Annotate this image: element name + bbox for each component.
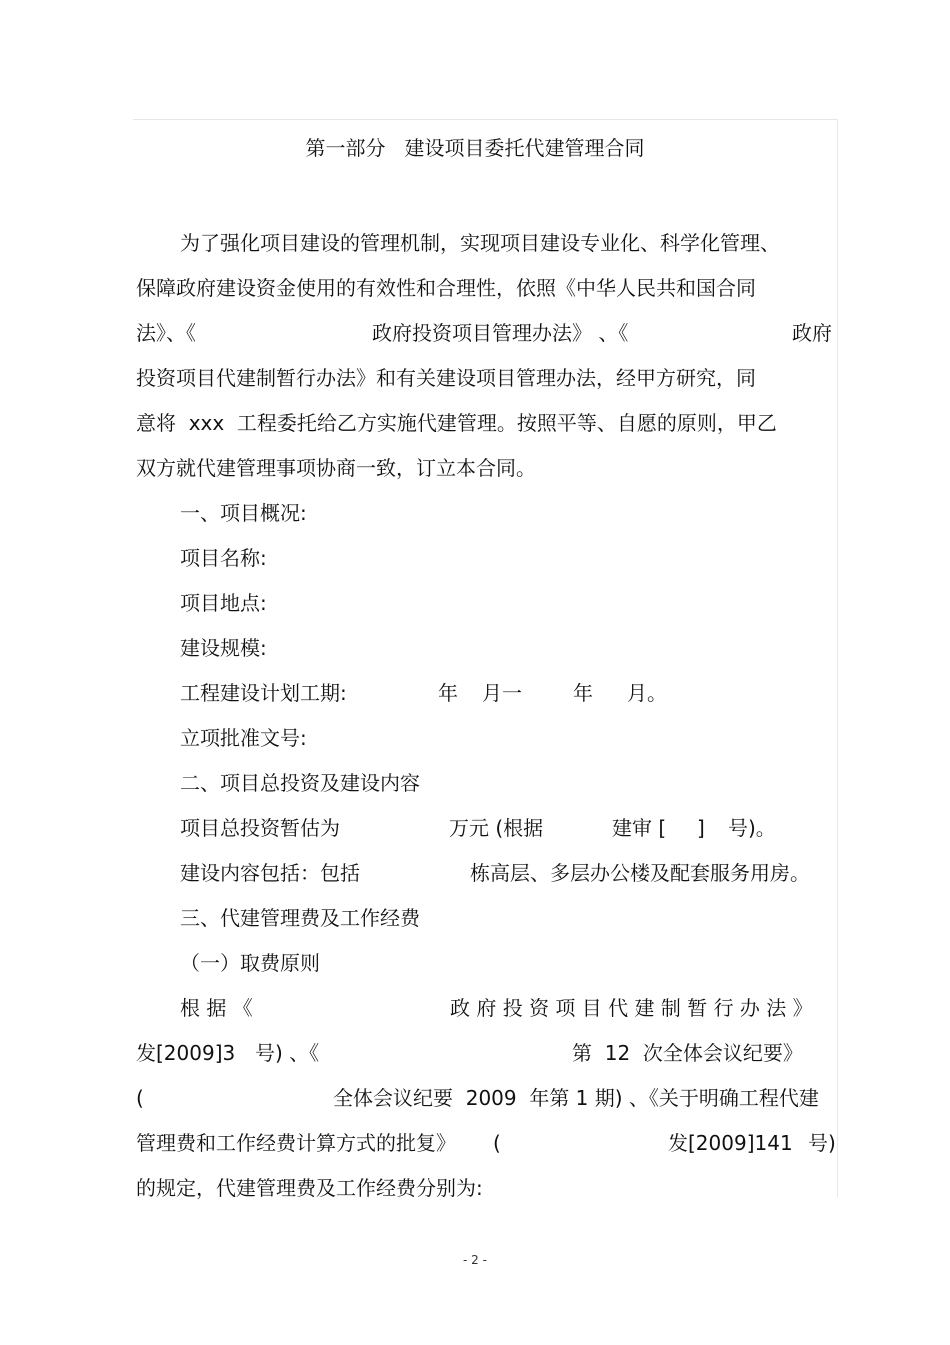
intro-line-3-part-b: 政府投资项目管理办法》 、《 (372, 321, 629, 345)
fee-basis-line-4-part-d: 号) (808, 1131, 836, 1155)
fee-basis-line-3 (136, 1083, 836, 1113)
intro-line-2: 保障政府建设资金使用的有效性和合理性，依照《中华人民共和国合同 (136, 276, 756, 300)
fee-basis-line-4 (136, 1128, 837, 1158)
intro-line-3-part-c: 政府 (792, 321, 832, 345)
intro-line-6: 双方就代建管理事项协商一致，订立本合同。 (136, 456, 536, 480)
fee-basis-line-4-part-a: 管理费和工作经费计算方式的批复》 (136, 1131, 456, 1155)
project-name-label: 项目名称: (180, 546, 267, 570)
page-frame-right-border (837, 119, 838, 1197)
document-title: 第一部分 建设项目委托代建管理合同 (305, 136, 645, 160)
construction-content-detail: 栋高层、多层办公楼及配套服务用房。 (470, 861, 810, 885)
intro-line-3 (136, 318, 836, 348)
intro-line-4: 投资项目代建制暂行办法》和有关建设项目管理办法，经甲方研究，同 (136, 366, 756, 390)
total-investment-label: 项目总投资暂估为 (180, 816, 340, 840)
fee-basis-line-3-part-a: ( (136, 1086, 144, 1110)
period-month-1: 月一 (482, 681, 522, 705)
approval-suffix: 号)。 (728, 816, 776, 840)
fee-basis-line-1-part-b: 政 府 投 资 项 目 代 建 制 暂 行 办 法 》 (450, 996, 813, 1020)
fee-basis-line-2-part-b: 号) 、《 (255, 1041, 320, 1065)
approval-number-label: 立项批准文号: (180, 726, 307, 750)
investment-unit: 万元 (根据 (449, 816, 544, 840)
approval-bracket-close: ] (697, 816, 705, 840)
page-frame-top-border (133, 119, 837, 120)
fee-basis-line-1-part-a: 根 据 《 (180, 996, 253, 1020)
intro-line-5: 意将 xxx 工程委托给乙方实施代建管理。按照平等、自愿的原则，甲乙 (136, 411, 777, 435)
fee-basis-line-5: 的规定，代建管理费及工作经费分别为: (136, 1176, 483, 1200)
construction-content-line (180, 858, 830, 888)
construction-period-label: 工程建设计划工期: (180, 681, 347, 705)
fee-basis-line-4-part-b: ( (493, 1131, 501, 1155)
fee-basis-line-2 (136, 1038, 836, 1068)
approval-prefix: 建审 [ (612, 816, 667, 840)
section-1-heading: 一、项目概况: (180, 501, 307, 525)
construction-period-line (180, 678, 680, 708)
total-investment-line (180, 813, 800, 843)
period-year-1: 年 (438, 681, 458, 705)
section-3-heading: 三、代建管理费及工作经费 (180, 906, 420, 930)
fee-principle-subheading: （一）取费原则 (180, 951, 320, 975)
section-2-heading: 二、项目总投资及建设内容 (180, 771, 420, 795)
intro-line-3-part-a: 法》、《 (136, 321, 196, 345)
project-location-label: 项目地点: (180, 591, 267, 615)
fee-basis-line-1 (180, 993, 836, 1023)
fee-basis-line-2-part-c: 第 12 次全体会议纪要》 (572, 1041, 803, 1065)
intro-line-1: 为了强化项目建设的管理机制，实现项目建设专业化、科学化管理、 (180, 231, 780, 255)
fee-basis-line-2-part-a: 发[2009]3 (136, 1041, 236, 1065)
fee-basis-line-3-part-b: 全体会议纪要 2009 年第 1 期) 、《关于明确工程代建 (333, 1086, 819, 1110)
fee-basis-line-4-part-c: 发[2009]141 (668, 1131, 793, 1155)
period-month-2: 月。 (627, 681, 667, 705)
construction-scale-label: 建设规模: (180, 636, 267, 660)
construction-content-label: 建设内容包括：包括 (180, 861, 360, 885)
page-number: - 2 - (463, 1253, 487, 1267)
period-year-2: 年 (573, 681, 593, 705)
